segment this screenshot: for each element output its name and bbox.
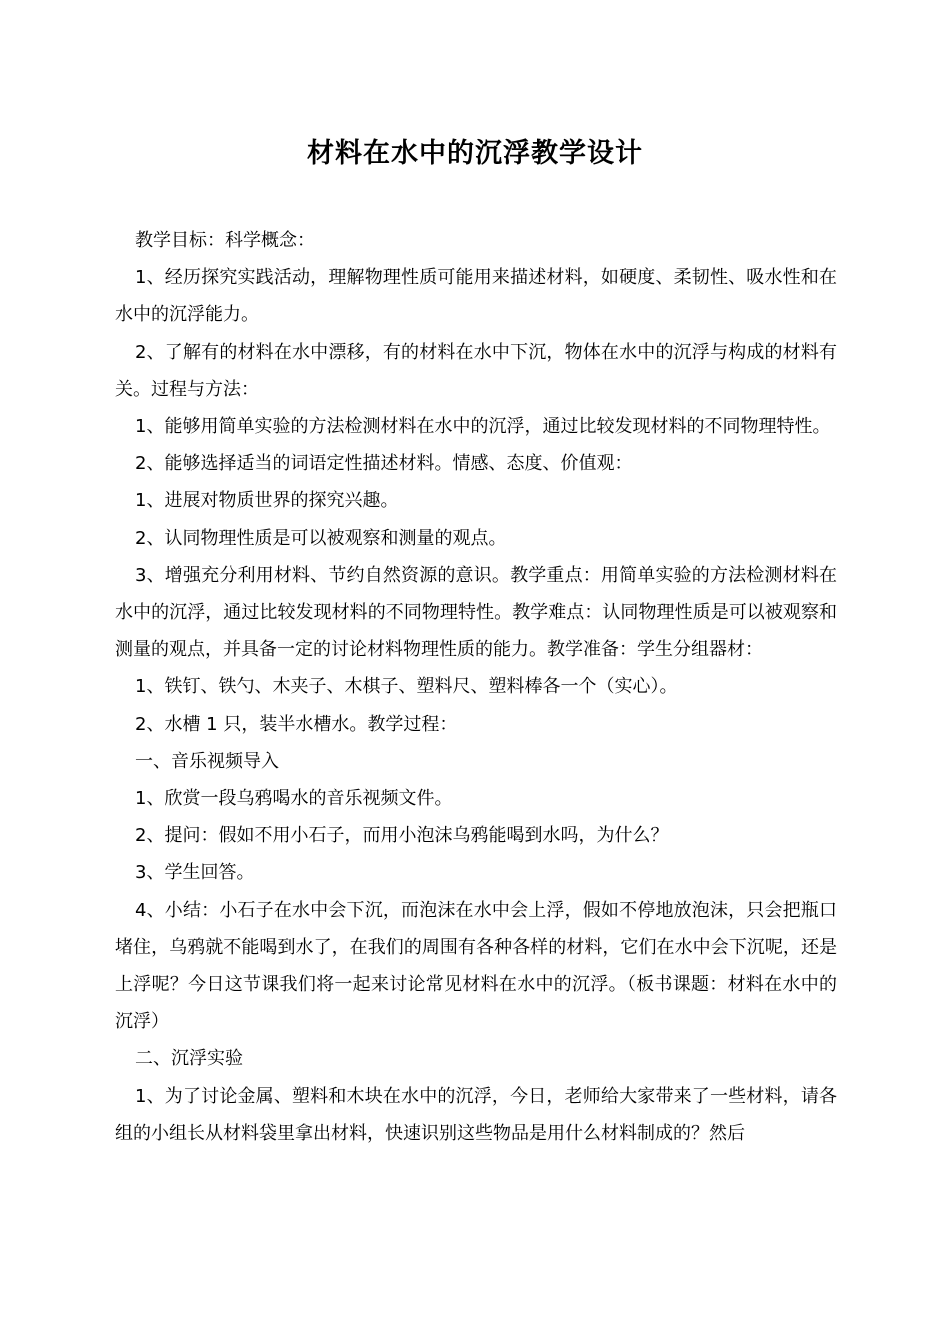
- paragraph: 1、欣赏一段乌鸦喝水的音乐视频文件。: [135, 788, 453, 810]
- paragraph: 1、进展对物质世界的探究兴趣。: [135, 490, 399, 512]
- paragraph: 2、水槽 1 只，装半水槽水。教学过程：: [135, 713, 458, 735]
- paragraph: 3、增强充分利用材料、节约自然资源的意识。教学重点：用简单实验的方法检测材料在水中的沉浮，通过比较发现材料的不同物理特性。教学难点：认同物理性质是可以被观察和测量的观点，并具备一定的讨论材料物理性质的能力。教学准备：学生分组器材：: [115, 564, 837, 661]
- paragraph: 2、认同物理性质是可以被观察和测量的观点。: [135, 527, 507, 549]
- section-heading: 二、沉浮实验: [135, 1048, 243, 1070]
- paragraph: 1、铁钉、铁勺、木夹子、木棋子、塑料尺、塑料棒各一个（实心）。: [135, 676, 678, 698]
- paragraph: 1、经历探究实践活动，理解物理性质可能用来描述材料，如硬度、柔韧性、吸水性和在水中的沉浮能力。: [115, 267, 837, 326]
- section-heading: 一、音乐视频导入: [135, 750, 279, 772]
- paragraph: 1、为了讨论金属、塑料和木块在水中的沉浮，今日，老师给大家带来了一些材料，请各组的小组长从材料袋里拿出材料，快速识别这些物品是用什么材料制成的？然后: [115, 1085, 837, 1144]
- paragraph: 2、能够选择适当的词语定性描述材料。情感、态度、价值观：: [135, 453, 633, 475]
- document-title: 材料在水中的沉浮教学设计: [307, 138, 643, 169]
- paragraph: 2、了解有的材料在水中漂移，有的材料在水中下沉，物体在水中的沉浮与构成的材料有关。过程与方法：: [115, 341, 837, 400]
- document-body: [115, 222, 837, 1152]
- paragraph: 3、学生回答。: [135, 862, 255, 884]
- paragraph: 1、能够用简单实验的方法检测材料在水中的沉浮，通过比较发现材料的不同物理特性。: [135, 416, 831, 438]
- paragraph: 教学目标：科学概念：: [135, 230, 315, 251]
- paragraph: 2、提问：假如不用小石子，而用小泡沫乌鸦能喝到水吗，为什么？: [135, 825, 669, 847]
- paragraph: 4、小结：小石子在水中会下沉，而泡沫在水中会上浮，假如不停地放泡沫，只会把瓶口堵住，乌鸦就不能喝到水了，在我们的周围有各种各样的材料，它们在水中会下沉呢，还是上浮呢？今日这节课我们将一起来讨论常见材料在水中的沉浮。（板书课题：材料在水中的沉浮）: [115, 899, 837, 1033]
